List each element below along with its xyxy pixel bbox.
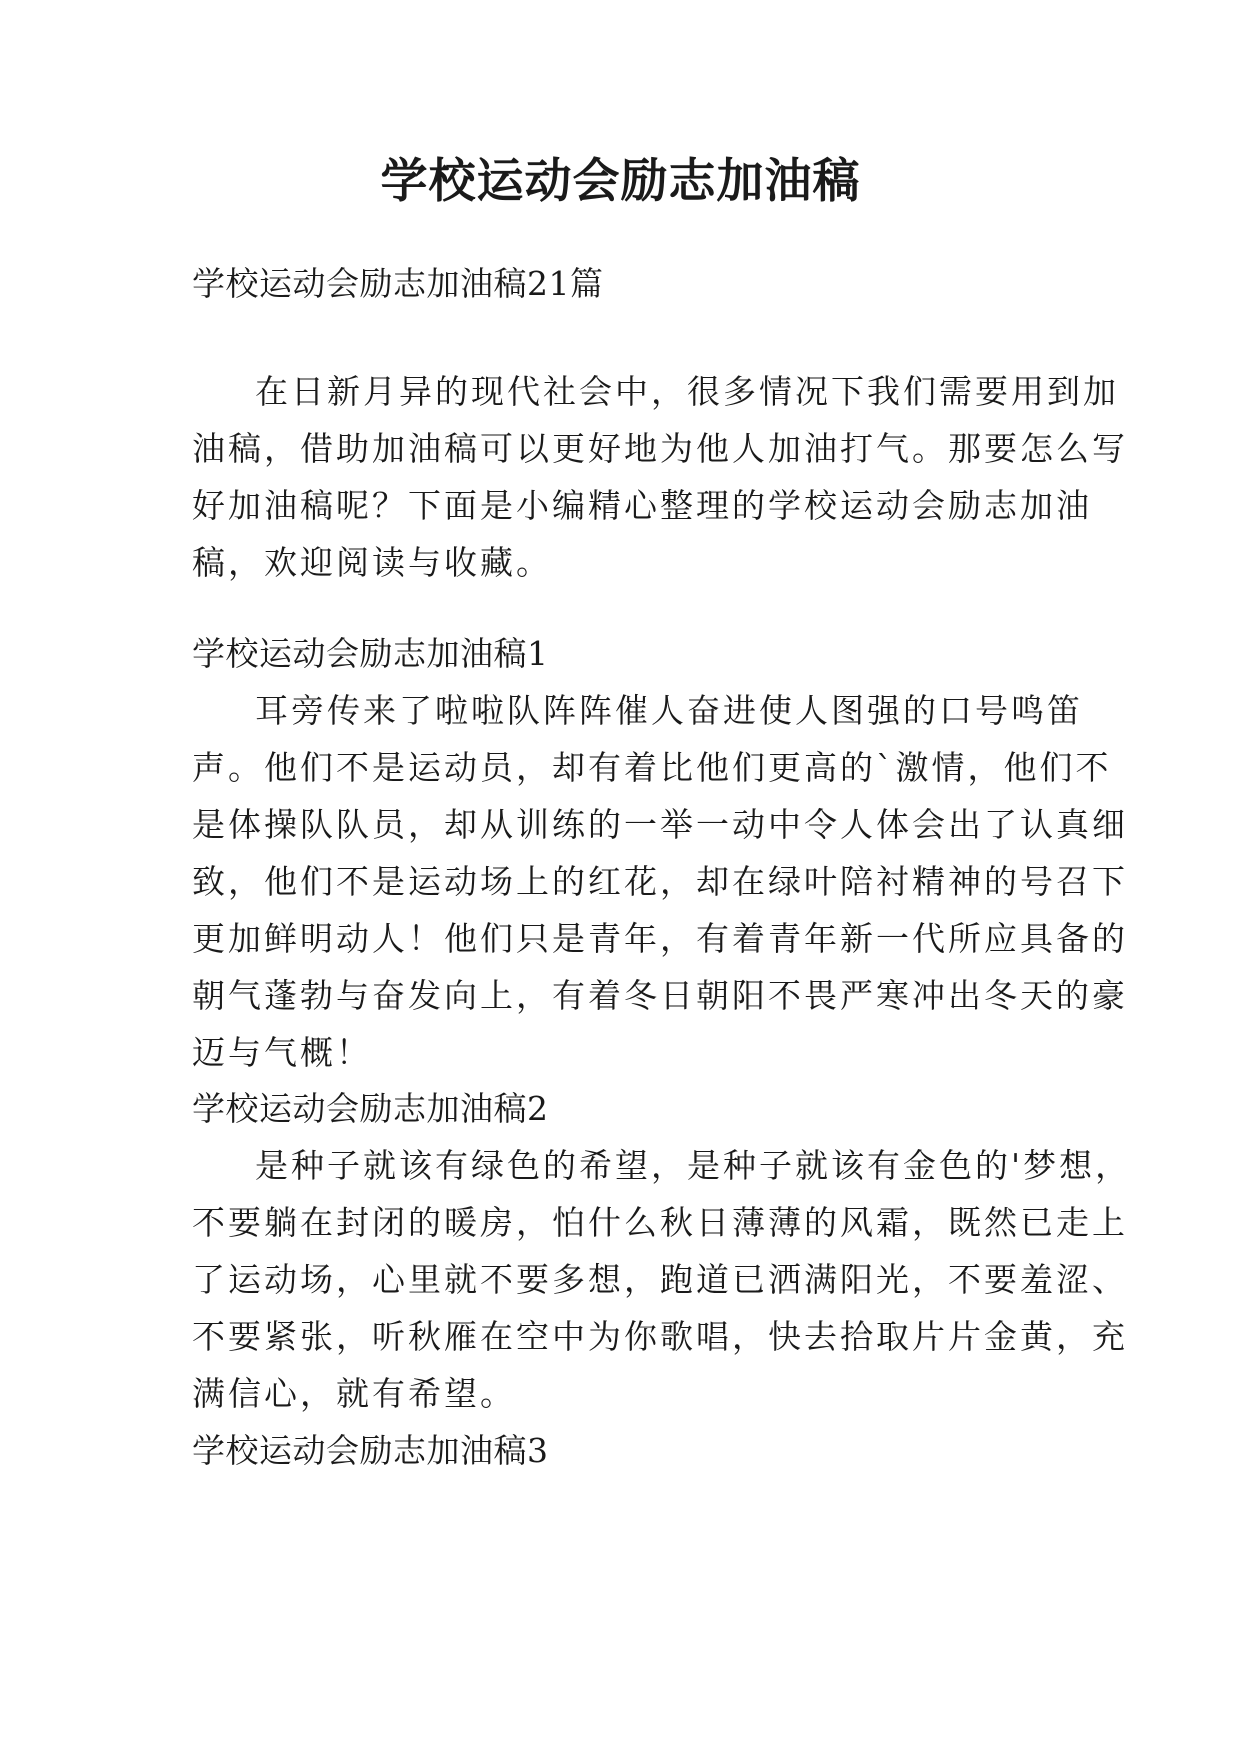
page-title: 学校运动会励志加油稿	[380, 154, 861, 209]
section-line: 是种子就该有绿色的希望，是种子就该有金色的'梦想，	[255, 1146, 1132, 1185]
intro-line: 油稿，借助加油稿可以更好地为他人加油打气。那要怎么写	[192, 429, 1128, 468]
intro-line: 好加油稿呢？下面是小编精心整理的学校运动会励志加油	[192, 486, 1092, 525]
section-line: 不要紧张，听秋雁在空中为你歌唱，快去拾取片片金黄，充	[192, 1317, 1128, 1356]
section-heading: 学校运动会励志加油稿2	[192, 1089, 549, 1128]
section-heading: 学校运动会励志加油稿1	[192, 634, 549, 673]
document-subtitle: 学校运动会励志加油稿21篇	[192, 264, 604, 303]
section-line: 满信心，就有希望。	[192, 1374, 516, 1413]
intro-line: 稿，欢迎阅读与收藏。	[192, 543, 552, 582]
section-line: 耳旁传来了啦啦队阵阵催人奋进使人图强的口号鸣笛	[255, 691, 1083, 730]
section-line: 朝气蓬勃与奋发向上，有着冬日朝阳不畏严寒冲出冬天的豪	[192, 976, 1128, 1015]
section-line: 不要躺在封闭的暖房，怕什么秋日薄薄的风霜，既然已走上	[192, 1203, 1128, 1242]
intro-line: 在日新月异的现代社会中，很多情况下我们需要用到加	[255, 372, 1119, 411]
section-heading: 学校运动会励志加油稿3	[192, 1431, 549, 1470]
section-line: 迈与气概！	[192, 1033, 372, 1072]
section-line: 更加鲜明动人！他们只是青年，有着青年新一代所应具备的	[192, 919, 1128, 958]
section-line: 了运动场，心里就不要多想，跑道已洒满阳光，不要羞涩、	[192, 1260, 1128, 1299]
section-line: 是体操队队员，却从训练的一举一动中令人体会出了认真细	[192, 805, 1128, 844]
section-line: 致，他们不是运动场上的红花，却在绿叶陪衬精神的号召下	[192, 862, 1128, 901]
section-line: 声。他们不是运动员，却有着比他们更高的`激情，他们不	[192, 748, 1112, 787]
